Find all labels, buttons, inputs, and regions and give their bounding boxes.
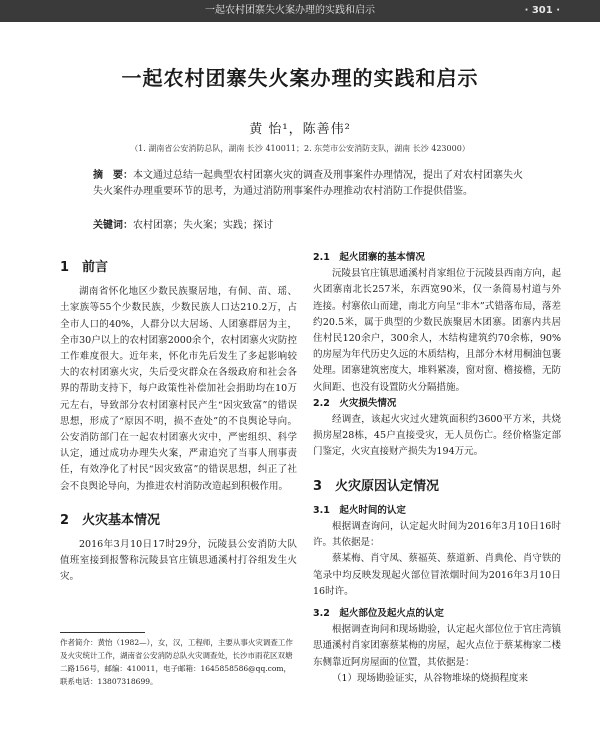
abstract-text: 本文通过总结一起典型农村团寨火灾的调查及刑事案件办理情况，提出了对农村团寨失火失火案件办理重要环节的思考，为通过消防刑事案件办理推动农村消防工作提供借鉴。 bbox=[93, 170, 523, 197]
paragraph: 沅陵县官庄镇思通溪村肖家组位于沅陵县西南方向，起火团寨南北长257米，东西宽90米，仅一条简易村道与外连接。村寨依山而建，南北方向呈“非木”式错落布局，落差约20.5米，属于典型的少数民族聚居木团寨。团寨内共居住村民120余户，300余人，木结构建筑约70余栋，90%的房屋为年代历史久远的木质结构，且部分木材用桐油包裹处理。团寨建筑密度大，堆料紧凑，窗对窗、檐接檐，无防火间距、也没有设置防火分隔措施。 bbox=[313, 268, 561, 393]
keywords-label: 关键词： bbox=[93, 220, 133, 231]
section-heading: 1 前言 bbox=[60, 260, 109, 275]
paragraph: （1）现场勘验证实，从谷物堆垛的烧损程度来 bbox=[332, 672, 529, 684]
subsection-heading: 2.1 起火团寨的基本情况 bbox=[313, 252, 425, 263]
abstract bbox=[93, 168, 523, 200]
subsection-heading: 2.2 火灾损失情况 bbox=[313, 397, 397, 409]
paper-title: 一起农村团寨失火案办理的实践和启示 bbox=[121, 66, 479, 90]
authors: 黄 怡¹，陈善伟² bbox=[249, 122, 351, 137]
paragraph: 蔡某梅、肖守凤、蔡福英、蔡道新、肖典伦、肖守铁的笔录中均反映发现起火部位冒浓烟时间为2016年3月10日16时许。 bbox=[313, 553, 561, 597]
paragraph: 湖南省怀化地区少数民族聚居地，有侗、苗、瑶、土家族等55个少数民族，少数民族人口达210.2万，占全市人口的40%，人群分以大居场、人团寨群居为主，全市30户以上的农村团寨2000余个，农村团寨火灾防控工作难度很大。近年来，怀化市先后发生了多起影响较大的农村团寨火灾，失后受灾群众在各级政府和社会各界的帮助支持下，每户政策性补偿加社会捐助均在10万元左右，导致部分农村团寨村民产生“因灾致富”的错误思想，形成了“原因不明，损不查处”的不良舆论导向。公安消防部门在一起农村团寨火灾中，严密组织、科学认定，通过成功办理失火案，严肃追究了当事人刑事责任，有效净化了村民“因灾致富”的错误思想，纠正了社会不良舆论导向，为推进农村消防改造起到积极作用。 bbox=[60, 286, 297, 492]
subsection-heading: 3.1 起火时间的认定 bbox=[313, 504, 406, 516]
running-header bbox=[0, 0, 600, 22]
section-heading: 3 火灾原因认定情况 bbox=[313, 478, 440, 494]
subsection-heading: 3.2 起火部位及起火点的认定 bbox=[313, 608, 444, 620]
keywords-text: 农村团寨；失火案；实践；探讨 bbox=[133, 220, 273, 231]
footnote-rule bbox=[60, 632, 145, 633]
keywords bbox=[93, 218, 523, 234]
footnote: 作者简介：黄怡（1982—），女，汉，工程师，主要从事火灾调查工作及火灾统计工作，湖南省公安消防总队火灾调查处，长沙市雨花区双塘二路156号，邮编：410011，电子邮箱：1645858586@qq.com，联系电话：13807318699。 bbox=[60, 638, 293, 686]
running-title: 一起农村团寨失火案办理的实践和启示 bbox=[205, 5, 375, 16]
left-column bbox=[60, 260, 297, 586]
right-column bbox=[313, 250, 561, 687]
section-heading: 2 火灾基本情况 bbox=[60, 512, 161, 528]
paragraph: 根据调查询问，认定起火时间为2016年3月10日16时许。其依据是： bbox=[313, 521, 561, 549]
affiliations: （1. 湖南省公安消防总队，湖南 长沙 410011；2. 东莞市公安消防支队，湖南 长沙 423000） bbox=[130, 144, 470, 153]
abstract-label: 摘 要： bbox=[93, 170, 133, 181]
paragraph: 经调查，该起火灾过火建筑面积约3600平方米，共烧损房屋28栋，45户直接受灾，无人员伤亡。经价格鉴定部门鉴定，火灾直接财产损失为194万元。 bbox=[313, 414, 561, 458]
page-number: · 301 · bbox=[524, 5, 560, 16]
paragraph: 2016年3月10日17时29分，沅陵县公安消防大队值班室接到报警称沅陵县官庄镇思通溪村打谷组发生火灾。 bbox=[60, 539, 297, 583]
paragraph: 根据调查询问和现场勘验，认定起火部位位于官庄湾镇思通溪村肖家团寨蔡某梅的房屋，起火点位于蔡某梅家二楼东侧靠近阿房屋面的位置，其依据是： bbox=[313, 624, 561, 668]
